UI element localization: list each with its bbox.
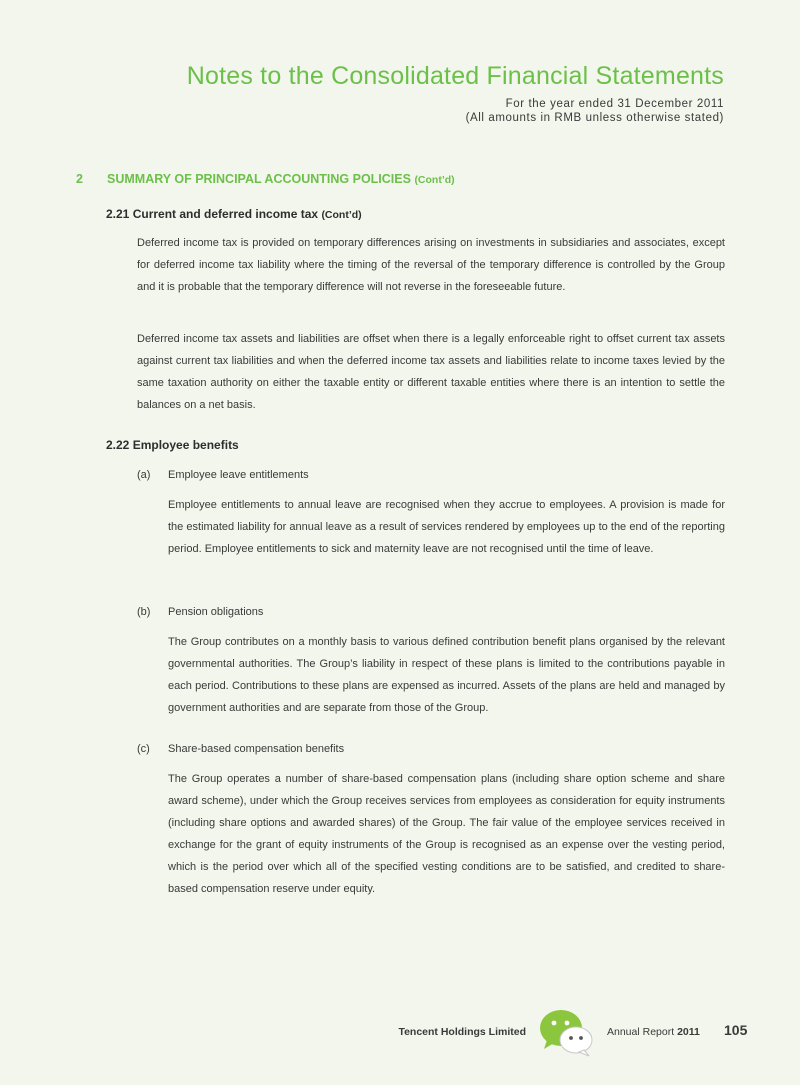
currency-note: (All amounts in RMB unless otherwise stated) — [465, 112, 724, 124]
item-letter: (a) — [137, 469, 151, 481]
subsection-heading-2-22 — [106, 438, 239, 452]
section-number: 2 — [76, 172, 83, 186]
item-heading-b — [137, 606, 263, 618]
section-cont-label: (Cont’d) — [414, 174, 455, 186]
period-line: For the year ended 31 December 2011 — [505, 98, 724, 110]
report-label: Annual Report — [607, 1026, 675, 1038]
item-letter: (b) — [137, 606, 151, 618]
paragraph: The Group contributes on a monthly basis to various defined contribution benefit plans organised by the relevant governmental authorities. The Group’s liability in respect of these plans is limited to the contributions payable in each period. Contributions to these plans are expensed as incurred. Assets of the plans are held and managed by government authorities and are separate from those of the Group. — [168, 636, 725, 714]
paragraph: Employee entitlements to annual leave are recognised when they accrue to employees. A provision is made for the estimated liability for annual leave as a result of services rendered by employees up to the end of the reporting period. Employee entitlements to sick and maternity leave are not recognised until the time of leave. — [168, 499, 725, 555]
footer-company-name: Tencent Holdings Limited — [398, 1026, 526, 1038]
item-title: Employee leave entitlements — [168, 469, 309, 481]
subsection-title: Employee benefits — [132, 438, 239, 452]
page-number: 105 — [724, 1022, 748, 1038]
section-title: SUMMARY OF PRINCIPAL ACCOUNTING POLICIES — [107, 172, 411, 186]
subsection-number: 2.21 — [106, 207, 130, 221]
section-heading — [76, 172, 726, 186]
footer-report-title — [607, 1026, 700, 1038]
subsection-title: Current and deferred income tax — [132, 207, 319, 221]
item-letter: (c) — [137, 743, 150, 755]
report-year: 2011 — [677, 1026, 700, 1038]
page-header-title: Notes to the Consolidated Financial Statements — [186, 62, 724, 90]
paragraph: Deferred income tax is provided on temporary differences arising on investments in subsidiaries and associates, except for deferred income tax liability where the timing of the reversal of the temporary difference is controlled by the Group and it is probable that the temporary difference will not reverse in the foreseeable future. — [137, 237, 725, 293]
page-header-subtitle — [466, 97, 724, 125]
subsection-number: 2.22 — [106, 438, 130, 452]
wechat-logo-icon — [537, 1006, 595, 1058]
subsection-cont-label: (Cont’d) — [321, 209, 362, 221]
item-title: Share-based compensation benefits — [168, 743, 345, 755]
subsection-heading-2-21 — [106, 207, 362, 221]
paragraph: The Group operates a number of share-based compensation plans (including share option scheme and share award scheme), under which the Group receives services from employees as consideration for equity instruments (including share options and awarded shares) of the Group. The fair value of the employee services received in exchange for the grant of equity instruments of the Group is recognised as an expense over the vesting period, which is the period over which all of the specified vesting conditions are to be satisfied, and credited to share-based compensation reserve under equity. — [168, 773, 725, 895]
item-heading-c — [137, 743, 344, 755]
item-title: Pension obligations — [168, 606, 264, 618]
paragraph: Deferred income tax assets and liabilities are offset when there is a legally enforceable right to offset current tax assets against current tax liabilities and when the deferred income tax assets and liabilities relate to income taxes levied by the same taxation authority on either the taxable entity or different taxable entities where there is an intention to settle the balances on a net basis. — [137, 333, 725, 411]
item-heading-a — [137, 469, 309, 481]
